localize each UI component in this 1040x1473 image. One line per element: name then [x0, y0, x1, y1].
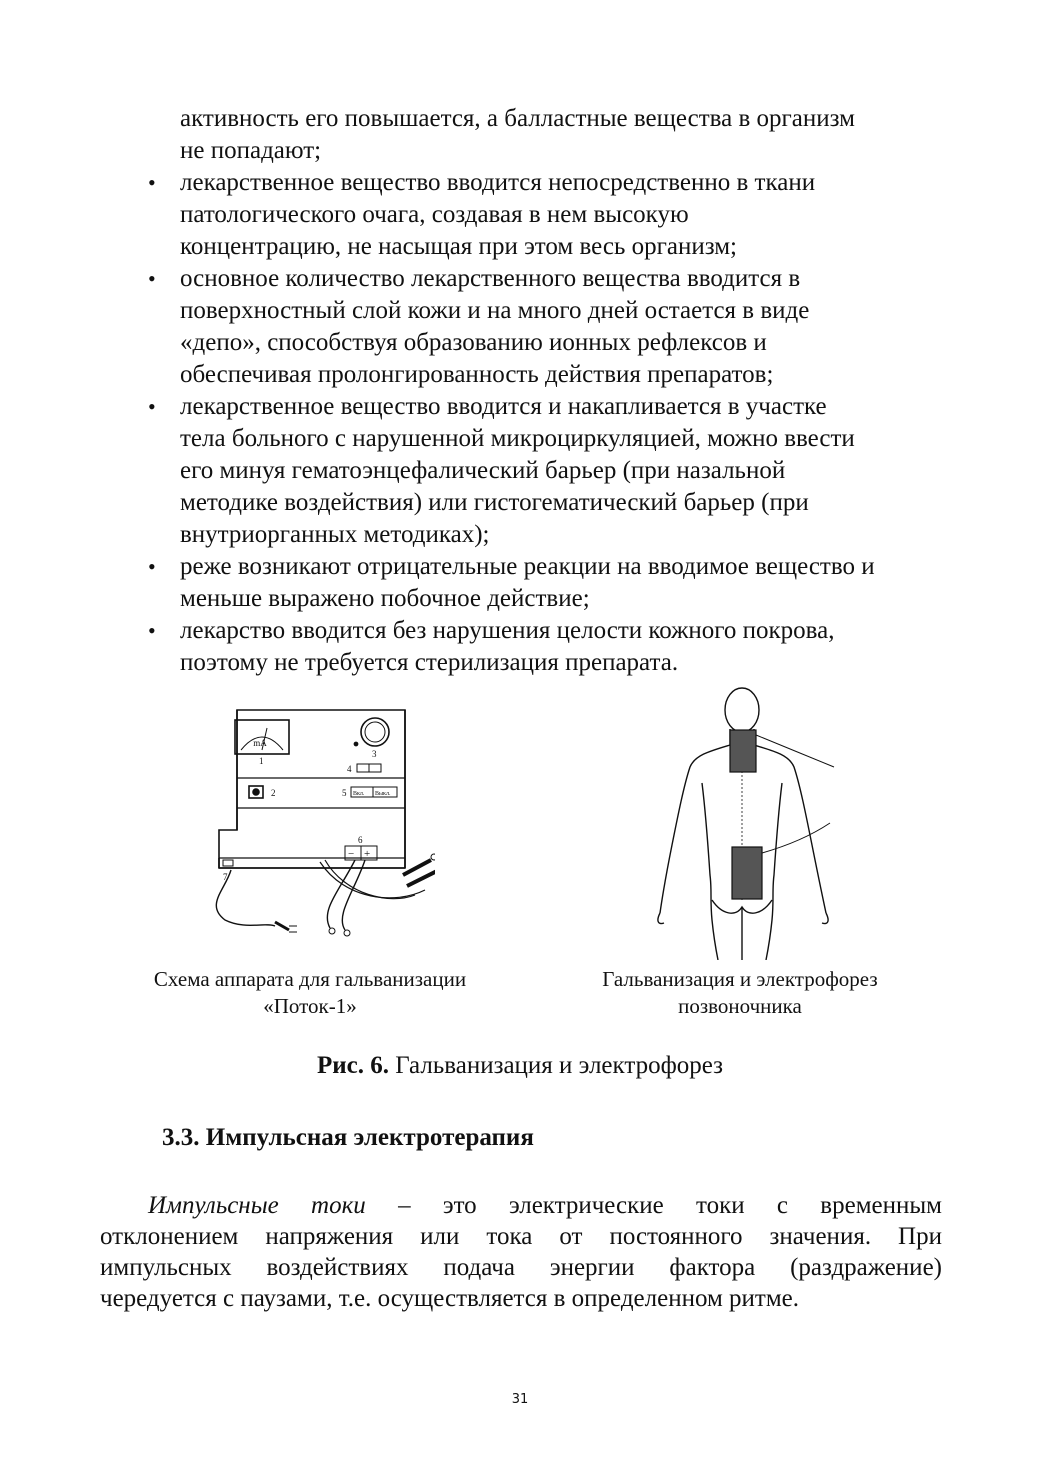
device-label-2: 2 — [271, 788, 276, 798]
on-button-label: Вкл. — [353, 791, 365, 797]
text-line: активность его повышается, а балластные вещества в организм — [180, 105, 855, 132]
text-line: реже возникают отрицательные реакции на вводимое вещество и — [180, 553, 875, 580]
section-heading: 3.3. Импульсная электротерапия — [162, 1124, 534, 1151]
bullet-icon: • — [148, 170, 156, 195]
minus-terminal-label: − — [348, 848, 355, 860]
text-line: импульсных воздействиях подача энергии фактора (раздражение) — [100, 1254, 942, 1281]
galvanization-device-figure — [205, 700, 435, 950]
list-item — [148, 263, 942, 391]
bullet-icon: • — [148, 266, 156, 291]
figure-title-text: Гальванизация и электрофорез — [388, 1052, 724, 1079]
text-line: обеспечивая пролонгированность действия препаратов; — [180, 361, 774, 388]
text-line: основное количество лекарственного вещества вводится в — [180, 265, 801, 292]
figure-left-caption — [110, 966, 510, 1020]
figure-right-caption — [560, 966, 920, 1020]
text-line: чередуется с паузами, т.е. осуществляется в определенном ритме. — [100, 1285, 800, 1312]
device-label-4: 4 — [347, 764, 352, 774]
list-item — [148, 391, 942, 551]
caption-line: Гальванизация и электрофорез — [602, 967, 878, 991]
text-line: «депо», способствуя образованию ионных рефлексов и — [180, 329, 767, 356]
bullet-icon: • — [148, 618, 156, 643]
text-line: патологического очага, создавая в нем высокую — [180, 201, 689, 228]
list-item — [148, 167, 942, 263]
plus-terminal-label: + — [364, 848, 371, 860]
list-item — [148, 615, 942, 679]
text-line: меньше выражено побочное действие; — [180, 585, 590, 612]
text-line: лекарство вводится без нарушения целости кожного покрова, — [180, 617, 835, 644]
device-label-1: 1 — [259, 756, 264, 766]
caption-line: «Поток-1» — [263, 994, 357, 1018]
text-line: концентрацию, не насыщая при этом весь организм; — [180, 233, 738, 260]
meter-label: mA — [253, 738, 267, 748]
off-button-label: Выкл. — [375, 791, 391, 797]
device-label-7: 7 — [223, 872, 228, 882]
spine-electrophoresis-figure — [650, 685, 840, 960]
text-line: лекарственное вещество вводится и накапливается в участке — [180, 393, 827, 420]
text-line: внутриорганных методиках); — [180, 521, 490, 548]
device-label-5: 5 — [342, 788, 347, 798]
list-item — [148, 551, 942, 615]
text-line: поверхностный слой кожи и на много дней остается в виде — [180, 297, 810, 324]
text-line: отклонением напряжения или тока от постоянного значения. При — [100, 1223, 942, 1250]
term-italic: Импульсные токи — [148, 1192, 366, 1219]
text-line: поэтому не требуется стерилизация препарата. — [180, 649, 679, 676]
bullet-icon: • — [148, 554, 156, 579]
figure-title — [0, 1050, 1040, 1082]
text-line: не попадают; — [180, 137, 322, 164]
caption-line: позвоночника — [678, 994, 802, 1018]
page-number: 31 — [511, 1392, 529, 1407]
text-line: методике воздействия) или гистогематический барьер (при — [180, 489, 809, 516]
text-line-rest: – это электрические токи с временным — [365, 1192, 942, 1219]
text-line — [100, 1190, 942, 1221]
body-paragraph — [100, 1190, 942, 1314]
device-label-3: 3 — [372, 749, 377, 759]
text-line: лекарственное вещество вводится непосредственно в ткани — [180, 169, 816, 196]
bullet-icon: • — [148, 394, 156, 419]
bullet-list — [148, 167, 942, 679]
text-line: его минуя гематоэнцефалический барьер (при назальной — [180, 457, 786, 484]
caption-line: Схема аппарата для гальванизации — [153, 967, 467, 991]
text-line: тела больного с нарушенной микроциркуляцией, можно ввести — [180, 425, 855, 452]
device-label-6: 6 — [358, 835, 363, 845]
figure-title-label: Рис. 6. — [316, 1052, 389, 1079]
continued-text — [180, 103, 942, 167]
